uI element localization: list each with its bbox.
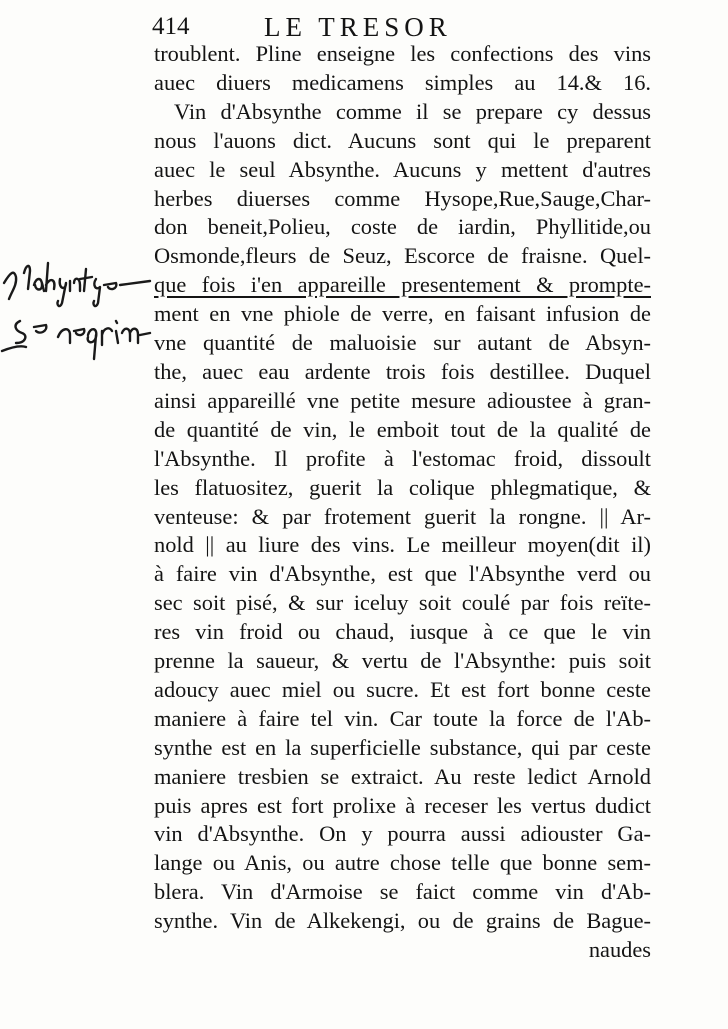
text-line: Osmonde,fleurs de Seuz, Escorce de fraisne. Quel- [154, 243, 651, 269]
text-line: lange ou Anis, ou autre chose telle que bonne sem- [154, 850, 651, 876]
text-line: herbes diuerses comme Hysope,Rue,Sauge,Char- [154, 185, 651, 211]
page-header [152, 10, 652, 44]
text-line: Vin d'Absynthe comme il se prepare cy dessus [174, 98, 651, 124]
text-line: sec soit pisé, & sur iceluy soit coulé par fois reïte- [154, 590, 651, 616]
text-line-underlined: que fois i'en appareille presentement & prompte- [154, 272, 651, 298]
text-line: puis apres est fort prolixe à receser les vertus dudict [154, 792, 651, 818]
text-line: troublent. Pline enseigne les confections des vins [154, 41, 651, 66]
text-line: ainsi appareillé vne petite mesure adioustee à gran- [154, 387, 651, 413]
text-line: auec le seul Absynthe. Aucuns y mettent d'autres [154, 156, 651, 182]
marginal-note-drawing [0, 255, 152, 365]
running-title: LE TRESOR [264, 12, 452, 42]
handwritten-marginal-note [0, 255, 152, 365]
text-line: les flatuositez, guerit la colique phlegmatique, & [154, 474, 651, 500]
text-line: blera. Vin d'Armoise se faict comme vin d'Ab- [154, 879, 651, 905]
text-line: synthe. Vin de Alkekengi, ou de grains de Bague- [154, 908, 651, 934]
text-line: nous l'auons dict. Aucuns sont qui le preparent [154, 127, 651, 153]
text-line: venteuse: & par frotement guerit la rongne. || Ar- [154, 503, 651, 529]
catchword: naudes [588, 937, 651, 963]
text-line: l'Absynthe. Il profite à l'estomac froid, dissoult [154, 445, 651, 471]
text-line: res vin froid ou chaud, iusque à ce que le vin [154, 619, 651, 645]
text-line: synthe est en la superficielle substance, qui par ceste [154, 734, 651, 760]
text-line: ment en vne phiole de verre, en faisant infusion de [154, 301, 651, 327]
text-line: the, auec eau ardente trois fois destillee. Duquel [154, 358, 651, 384]
text-line: don beneit,Polieu, coste de iardin, Phyllitide,ou [154, 214, 651, 240]
text-line: auec diuers medicamens simples au 14.& 16. [154, 69, 651, 95]
main-text-block [154, 40, 651, 965]
page-number: 414 [152, 13, 190, 40]
text-line: nold || au liure des vins. Le meilleur moyen(dit il) [154, 532, 651, 558]
text-line: de quantité de vin, le emboit tout de la qualité de [154, 416, 651, 442]
text-line: vne quantité de maluoisie sur autant de Absyn- [154, 330, 651, 356]
text-line: adoucy auec miel ou sucre. Et est fort bonne ceste [154, 676, 651, 702]
text-line: à faire vin d'Absynthe, est que l'Absynthe verd ou [154, 561, 651, 587]
text-line: maniere à faire tel vin. Car toute la force de l'Ab- [154, 705, 651, 731]
text-line: maniere tresbien se extraict. Au reste ledict Arnold [154, 763, 651, 789]
text-line: vin d'Absynthe. On y pourra aussi adiouster Ga- [154, 821, 651, 847]
text-line: prenne la saueur, & vertu de l'Absynthe: puis soit [154, 648, 651, 674]
